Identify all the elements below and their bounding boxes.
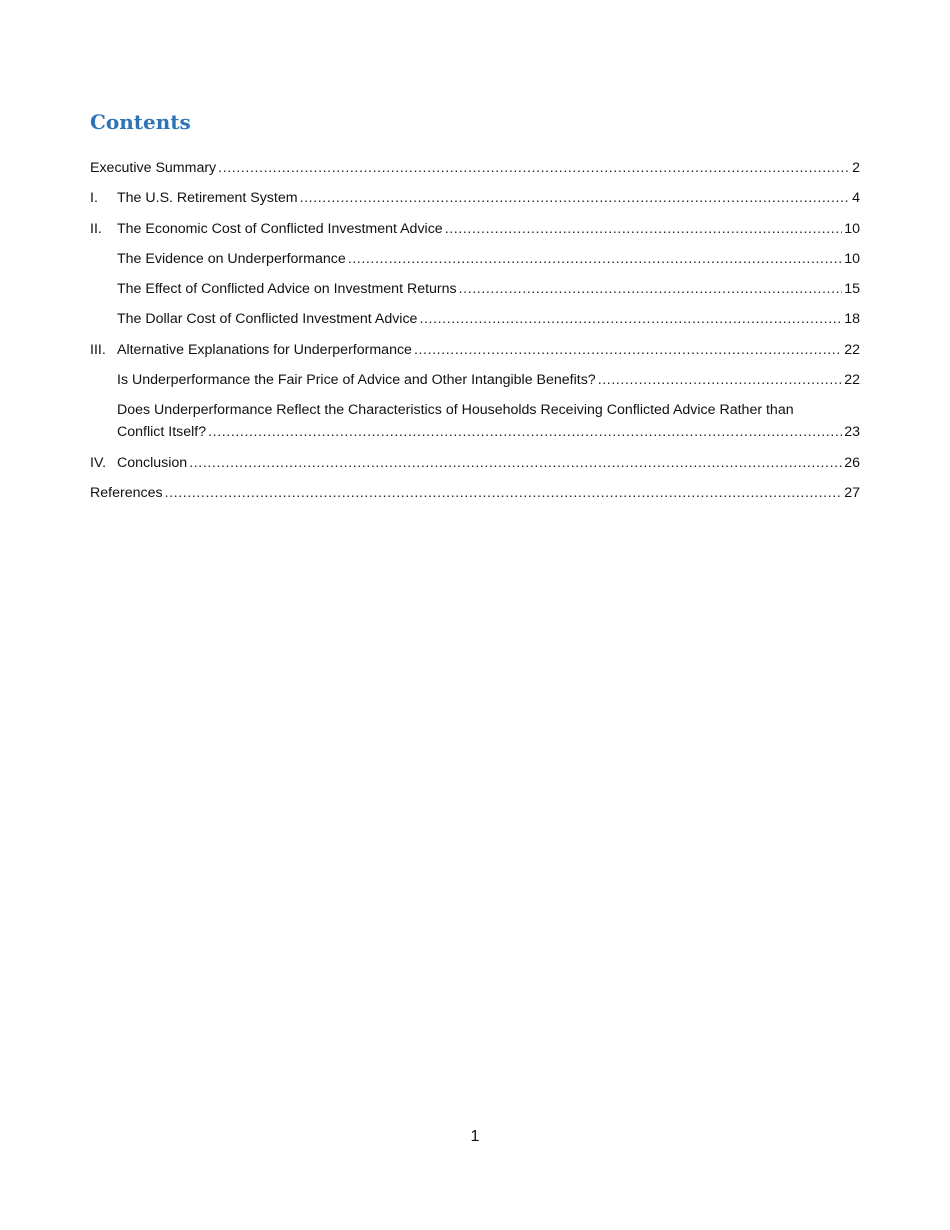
toc-entry-page: 23 [844,424,860,441]
toc-entry-evidence-underperformance[interactable] [90,248,860,270]
toc-dot-leader [419,308,842,330]
toc-dot-leader [414,339,842,361]
toc-entry-retirement-system[interactable] [90,187,860,209]
toc-entry-title: The U.S. Retirement System [117,190,298,207]
toc-entry-page: 22 [844,372,860,389]
toc-dot-leader [218,157,850,179]
toc-entry-page: 10 [844,220,860,237]
toc-entry-title-line2-row [117,421,860,443]
toc-entry-effect-on-returns[interactable] [90,278,860,300]
toc-entry-number: IV. [90,454,107,471]
toc-entry-title: The Effect of Conflicted Advice on Investment Returns [117,281,457,298]
toc-entry-executive-summary[interactable] [90,157,860,179]
toc-entry-title: The Economic Cost of Conflicted Investment Advice [117,220,443,237]
toc-entry-conclusion[interactable] [90,452,860,474]
toc-entry-page: 10 [844,250,860,267]
toc-dot-leader [165,482,843,504]
toc-dot-leader [598,369,843,391]
toc-entry-title-line1: Does Underperformance Reflect the Characteristics of Households Receiving Conflicted Advice Rather than [117,402,794,419]
toc-entry-number: II. [90,220,102,237]
toc-entry-title-line2: Conflict Itself? [117,424,207,441]
toc-dot-leader [189,452,842,474]
toc-entry-page: 18 [844,311,860,328]
toc-entry-page: 27 [844,484,860,501]
toc-entry-alternative-explanations[interactable] [90,339,860,361]
toc-entry-page: 26 [844,454,860,471]
contents-heading: Contents [90,110,191,134]
toc-entry-page: 2 [852,160,860,176]
toc-entry-page: 22 [844,341,860,358]
toc-dot-leader [300,187,851,209]
toc-entry-title: The Dollar Cost of Conflicted Investment Advice [117,311,418,328]
toc-entry-title: Alternative Explanations for Underperformance [117,341,412,358]
toc-entry-dollar-cost[interactable] [90,308,860,330]
toc-entry-references[interactable] [90,482,860,504]
toc-entry-title: The Evidence on Underperformance [117,250,346,267]
page-number: 1 [470,1128,480,1145]
toc-entry-economic-cost[interactable] [90,218,860,240]
toc-entry-number: III. [90,341,106,358]
toc-dot-leader [459,278,843,300]
toc-dot-leader [208,421,842,443]
toc-entry-fair-price[interactable] [90,369,860,391]
toc-dot-leader [445,218,843,240]
toc-entry-title: Executive Summary [90,160,217,176]
toc-entry-household-characteristics[interactable] [90,399,860,443]
toc-entry-title: Conclusion [117,454,188,471]
table-of-contents [90,157,860,512]
toc-entry-number: I. [90,190,98,207]
toc-entry-title: References [90,484,163,501]
toc-entry-title: Is Underperformance the Fair Price of Advice and Other Intangible Benefits? [117,372,596,389]
toc-dot-leader [348,248,843,270]
toc-entry-page: 15 [844,281,860,298]
toc-entry-page: 4 [852,190,860,207]
